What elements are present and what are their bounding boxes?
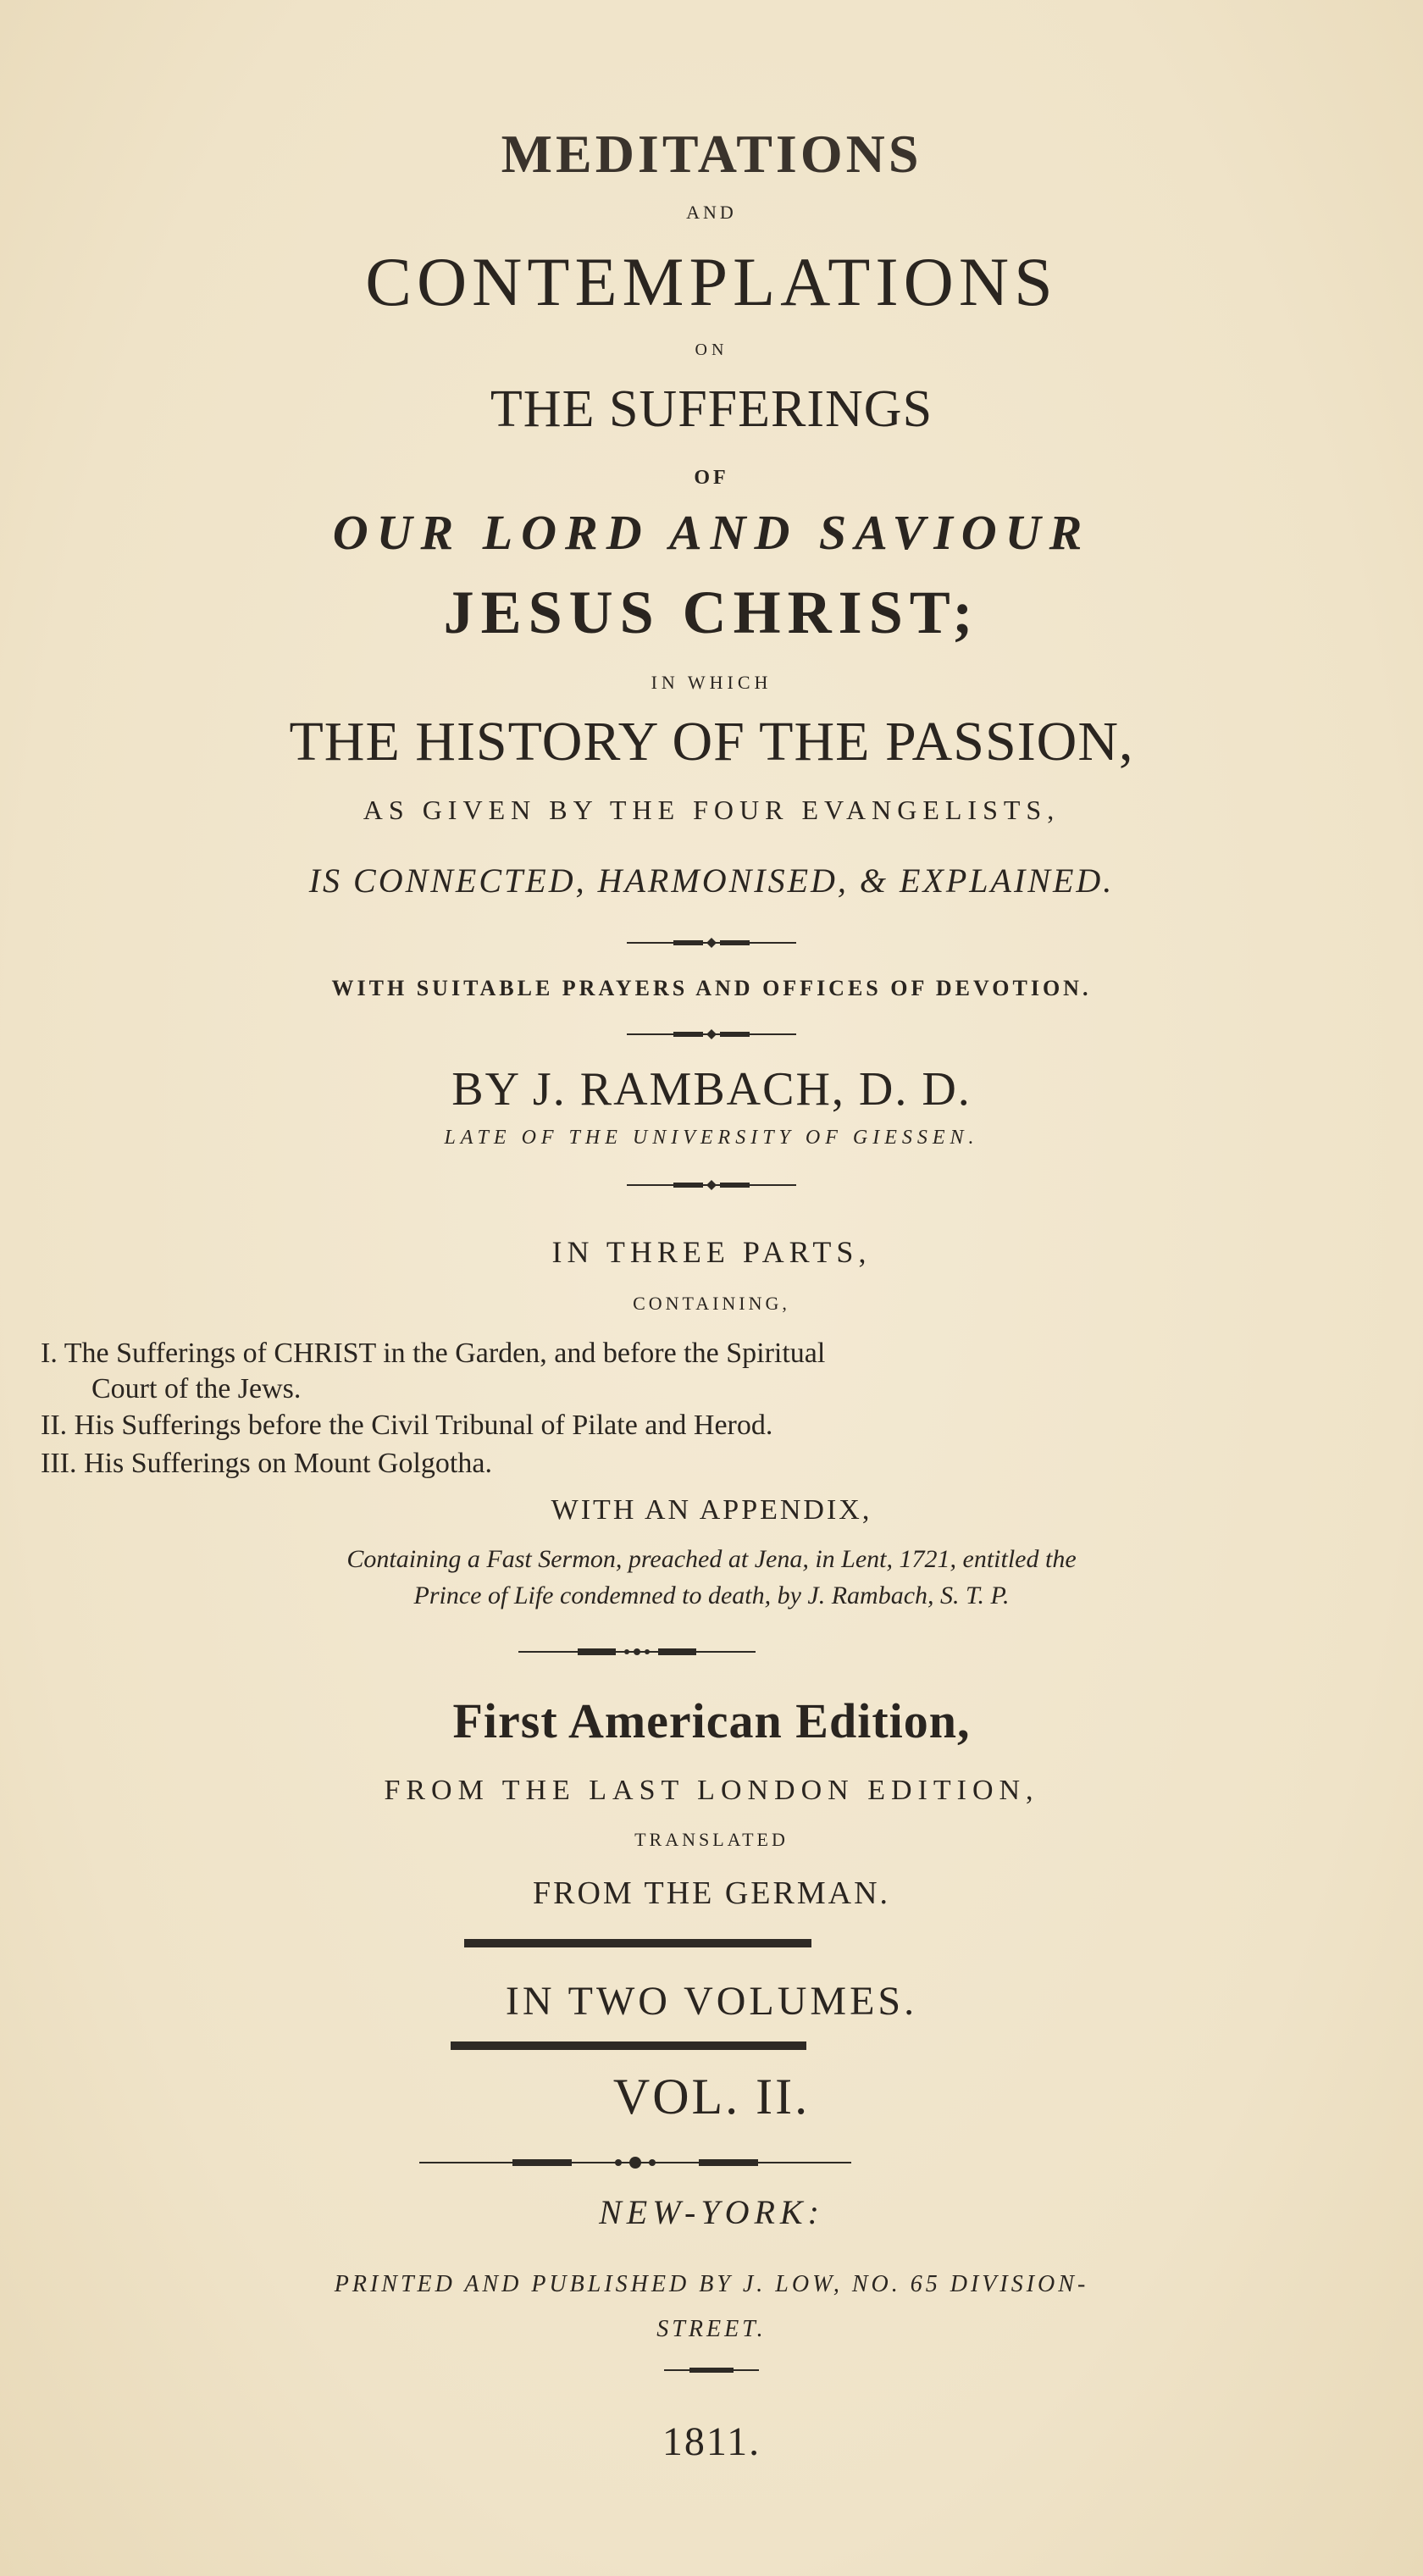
heavy-rule [464, 1939, 811, 1947]
title-lord: OUR LORD AND SAVIOUR [332, 505, 1091, 560]
edition-first-american: First American Edition, [452, 1693, 971, 1748]
edition-from-german: FROM THE GERMAN. [532, 1875, 891, 1911]
title-history: THE HISTORY OF THE PASSION, [289, 711, 1134, 773]
prayers-line: WITH SUITABLE PRAYERS AND OFFICES OF DEVOTION. [331, 976, 1092, 1000]
imprint-year: 1811. [662, 2419, 761, 2464]
title-on: ON [695, 341, 728, 359]
title-meditations: MEDITATIONS [501, 124, 922, 184]
ornament-rule [627, 937, 796, 949]
author-affiliation: LATE OF THE UNIVERSITY OF GIESSEN. [444, 1127, 979, 1149]
ornament-rule [419, 2155, 851, 2170]
title-jesus: JESUS CHRIST; [443, 579, 980, 646]
appendix-line: Prince of Life condemned to death, by J. Rambach, S. T. P. [413, 1582, 1010, 1609]
ornament-rule [627, 1028, 796, 1040]
part-item: I. The Sufferings of CHRIST in the Garden, and before the Spiritual [41, 1338, 826, 1369]
title-of: OF [694, 467, 729, 489]
ornament-rule [627, 1179, 796, 1191]
volumes-line: IN TWO VOLUMES. [505, 1979, 918, 2024]
ornament-rule [664, 2366, 759, 2374]
title-contemplations: CONTEMPLATIONS [365, 243, 1058, 320]
part-item: Court of the Jews. [91, 1373, 302, 1404]
volume-number: VOL. II. [612, 2069, 811, 2125]
author-name: BY J. RAMBACH, D. D. [451, 1063, 972, 1116]
parts-heading: IN THREE PARTS, [551, 1235, 872, 1269]
heavy-rule [451, 2041, 806, 2050]
title-given: AS GIVEN BY THE FOUR EVANGELISTS, [363, 795, 1060, 825]
title-in-which: IN WHICH [651, 672, 772, 693]
title-and: AND [686, 202, 737, 223]
imprint-printer: PRINTED AND PUBLISHED BY J. LOW, NO. 65 DIVISION- [334, 2271, 1089, 2297]
title-sufferings: THE SUFFERINGS [490, 380, 933, 438]
part-item: III. His Sufferings on Mount Golgotha. [41, 1448, 492, 1479]
imprint-street: STREET. [656, 2316, 767, 2342]
edition-from-last: FROM THE LAST LONDON EDITION, [384, 1775, 1039, 1806]
edition-translated: TRANSLATED [634, 1829, 789, 1850]
imprint-city: NEW-YORK: [599, 2193, 824, 2231]
appendix-line: Containing a Fast Sermon, preached at Jena, in Lent, 1721, entitled the [346, 1545, 1077, 1573]
appendix-heading: WITH AN APPENDIX, [551, 1494, 872, 1526]
title-connected: IS CONNECTED, HARMONISED, & EXPLAINED. [308, 861, 1115, 900]
parts-containing: CONTAINING, [633, 1293, 790, 1314]
part-item: II. His Sufferings before the Civil Tribunal of Pilate and Herod. [41, 1410, 773, 1441]
ornament-rule [518, 1645, 756, 1659]
